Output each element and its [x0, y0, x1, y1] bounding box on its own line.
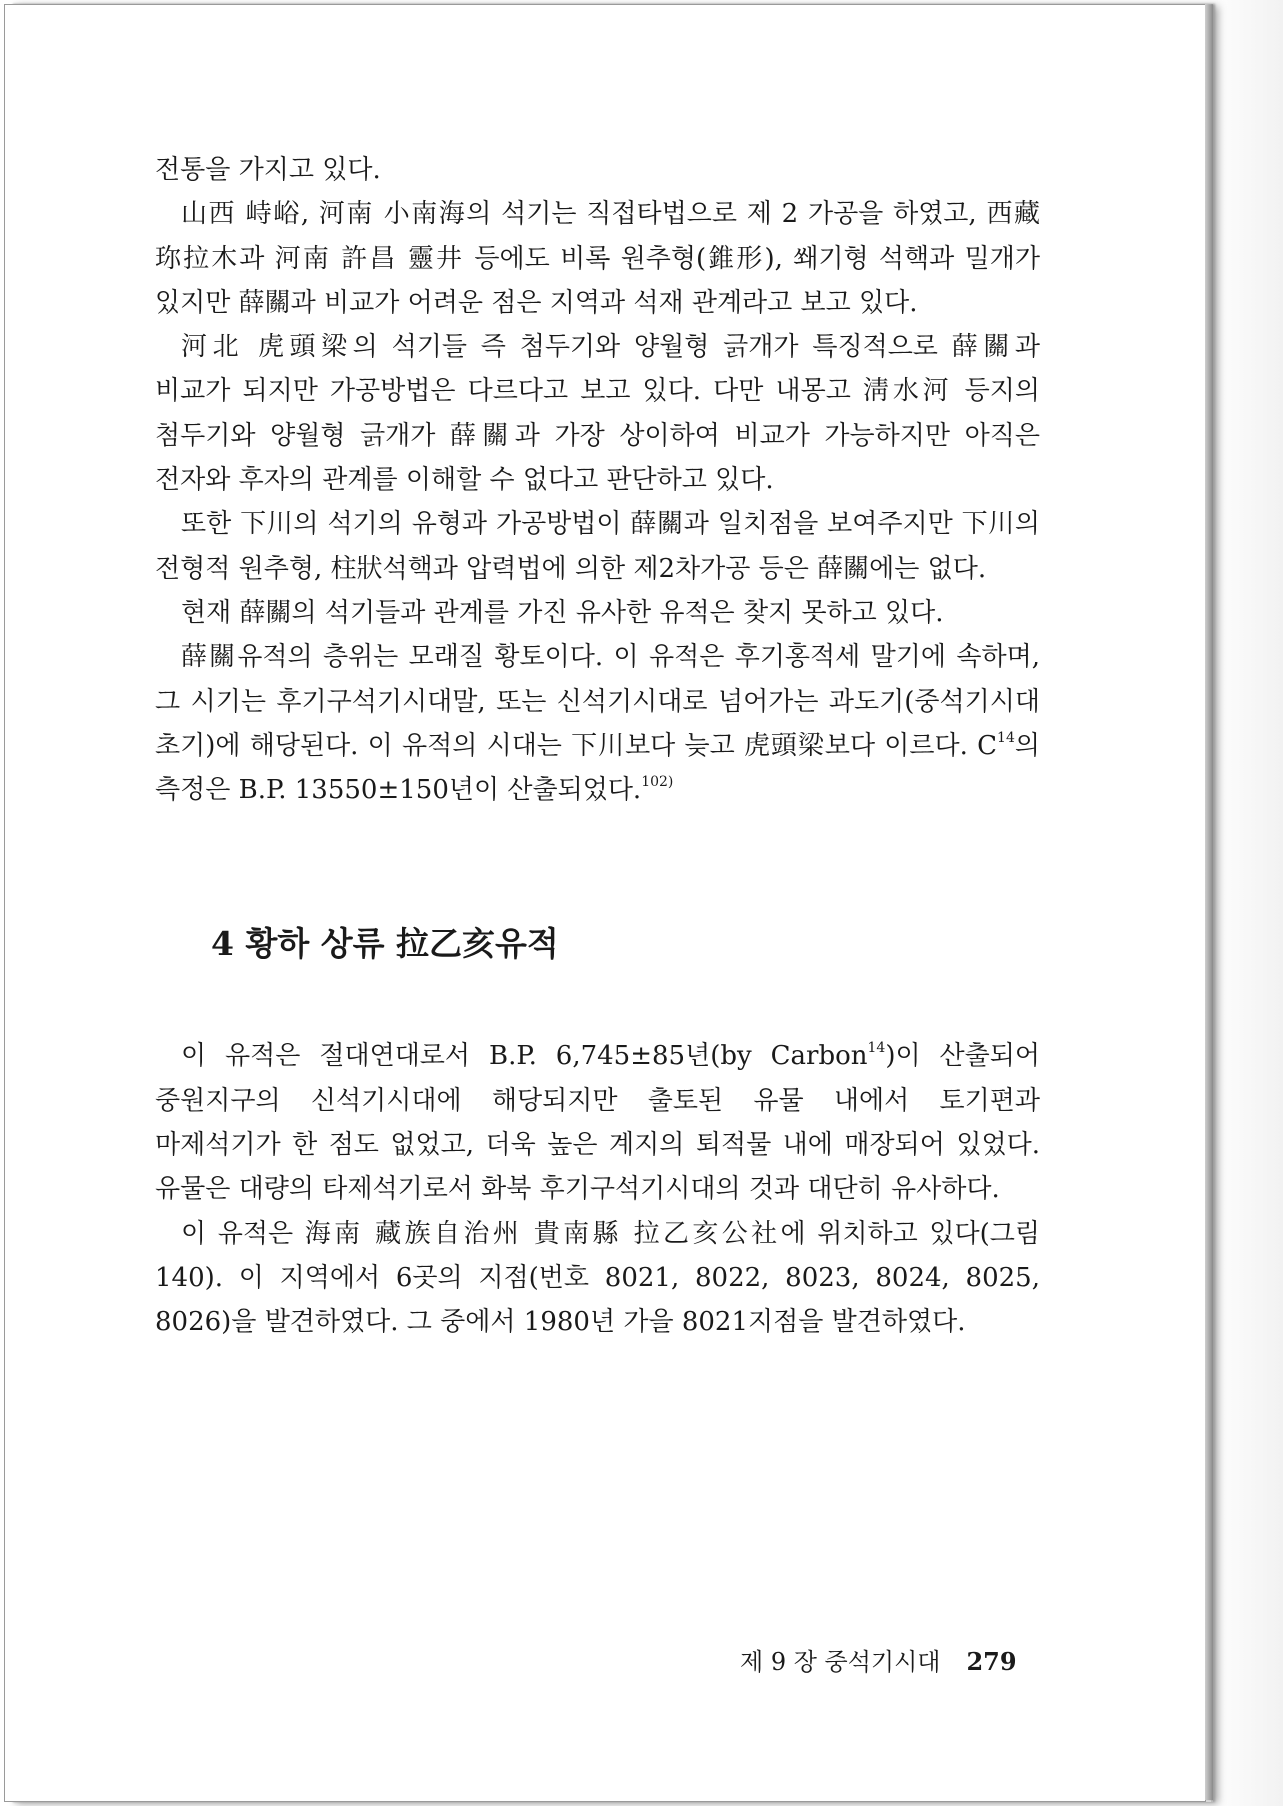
- paragraph: [155, 1212, 1040, 1345]
- paragraph-text: 山西 峙峪, 河南 小南海의 석기는 직접타법으로 제 2 가공을 하였고, 西藏 珎拉木과 河南 許昌 靈井 등에도 비록 원추형(錐形), 쐐기형 석핵과 밀개가 있지만 薛關과 비교가 어려운 점은 지역과 석재 관계라고 보고 있다.: [155, 199, 1040, 318]
- paragraph-text: 河北 虎頭梁의 석기들 즉 첨두기와 양월형 긁개가 특징적으로 薛關과 비교가 되지만 가공방법은 다르다고 보고 있다. 다만 내몽고 淸水河 등지의 첨두기와 양월형 긁개가 薛關과 가장 상이하여 비교가 가능하지만 아직은 전자와 후자의 관계를 이해할 수 없다고 판단하고 있다.: [155, 332, 1040, 496]
- paragraph-text: 전통을 가지고 있다.: [155, 155, 381, 185]
- paragraph: [155, 1034, 1040, 1211]
- paragraph: [155, 591, 1040, 635]
- paragraph-text: )이 산출되어 중원지구의 신석기시대에 해당되지만 출토된 유물 내에서 토기편과 마제석기가 한 점도 없었고, 더욱 높은 계지의 퇴적물 내에 매장되어 있었다. 유물은 대량의 타제석기로서 화북 후기구석기시대의 것과 대단히 유사하다.: [155, 1041, 1040, 1205]
- paragraph: [155, 325, 1040, 502]
- paragraph: [155, 502, 1040, 591]
- paragraph: [155, 192, 1040, 325]
- paragraph-text: 현재 薛關의 석기들과 관계를 가진 유사한 유적은 찾지 못하고 있다.: [181, 597, 944, 628]
- top-paragraphs: [155, 148, 1040, 812]
- superscript: 14: [867, 1040, 886, 1057]
- superscript: 102): [641, 774, 674, 791]
- paragraph-text: 薛關유적의 층위는 모래질 황토이다. 이 유적은 후기홍적세 말기에 속하며, 그 시기는 후기구석기시대말, 또는 신석기시대로 넘어가는 과도기(중석기시대 초기)에 해당된다. 이 유적의 시대는 下川보다 늦고 虎頭梁보다 이르다. C: [155, 642, 1040, 761]
- paragraph-text: 이 유적은 절대연대로서 B.P. 6,745±85년(by Carbon: [181, 1041, 868, 1072]
- page-footer: [740, 1642, 1017, 1677]
- paragraph: [155, 148, 1040, 192]
- page-number: 279: [966, 1647, 1017, 1676]
- paragraph: [155, 635, 1040, 812]
- paragraph-text: 이 유적은 海南 藏族自治州 貴南縣 拉乙亥公社에 위치하고 있다(그림 140). 이 지역에서 6곳의 지점(번호 8021, 8022, 8023, 8024, 8025, 8026)을 발견하였다. 그 중에서 1980년 가을 8021지점을 발견하였다.: [155, 1218, 1040, 1338]
- paragraph-text: 또한 下川의 석기의 유형과 가공방법이 薛關과 일치점을 보여주지만 下川의 전형적 원추형, 柱狀석핵과 압력법에 의한 제2차가공 등은 薛關에는 없다.: [155, 509, 1040, 584]
- page-body: [155, 148, 1040, 1345]
- superscript: 14: [997, 729, 1015, 746]
- bottom-paragraphs: [155, 1034, 1040, 1344]
- section-title: 4 황하 상류 拉乙亥유적: [211, 924, 559, 964]
- document-page: [4, 4, 1206, 1802]
- chapter-label: 제 9 장 중석기시대: [740, 1648, 941, 1676]
- paragraph-text: 의 측정은 B.P. 13550±150년이 산출되었다.: [155, 730, 1040, 806]
